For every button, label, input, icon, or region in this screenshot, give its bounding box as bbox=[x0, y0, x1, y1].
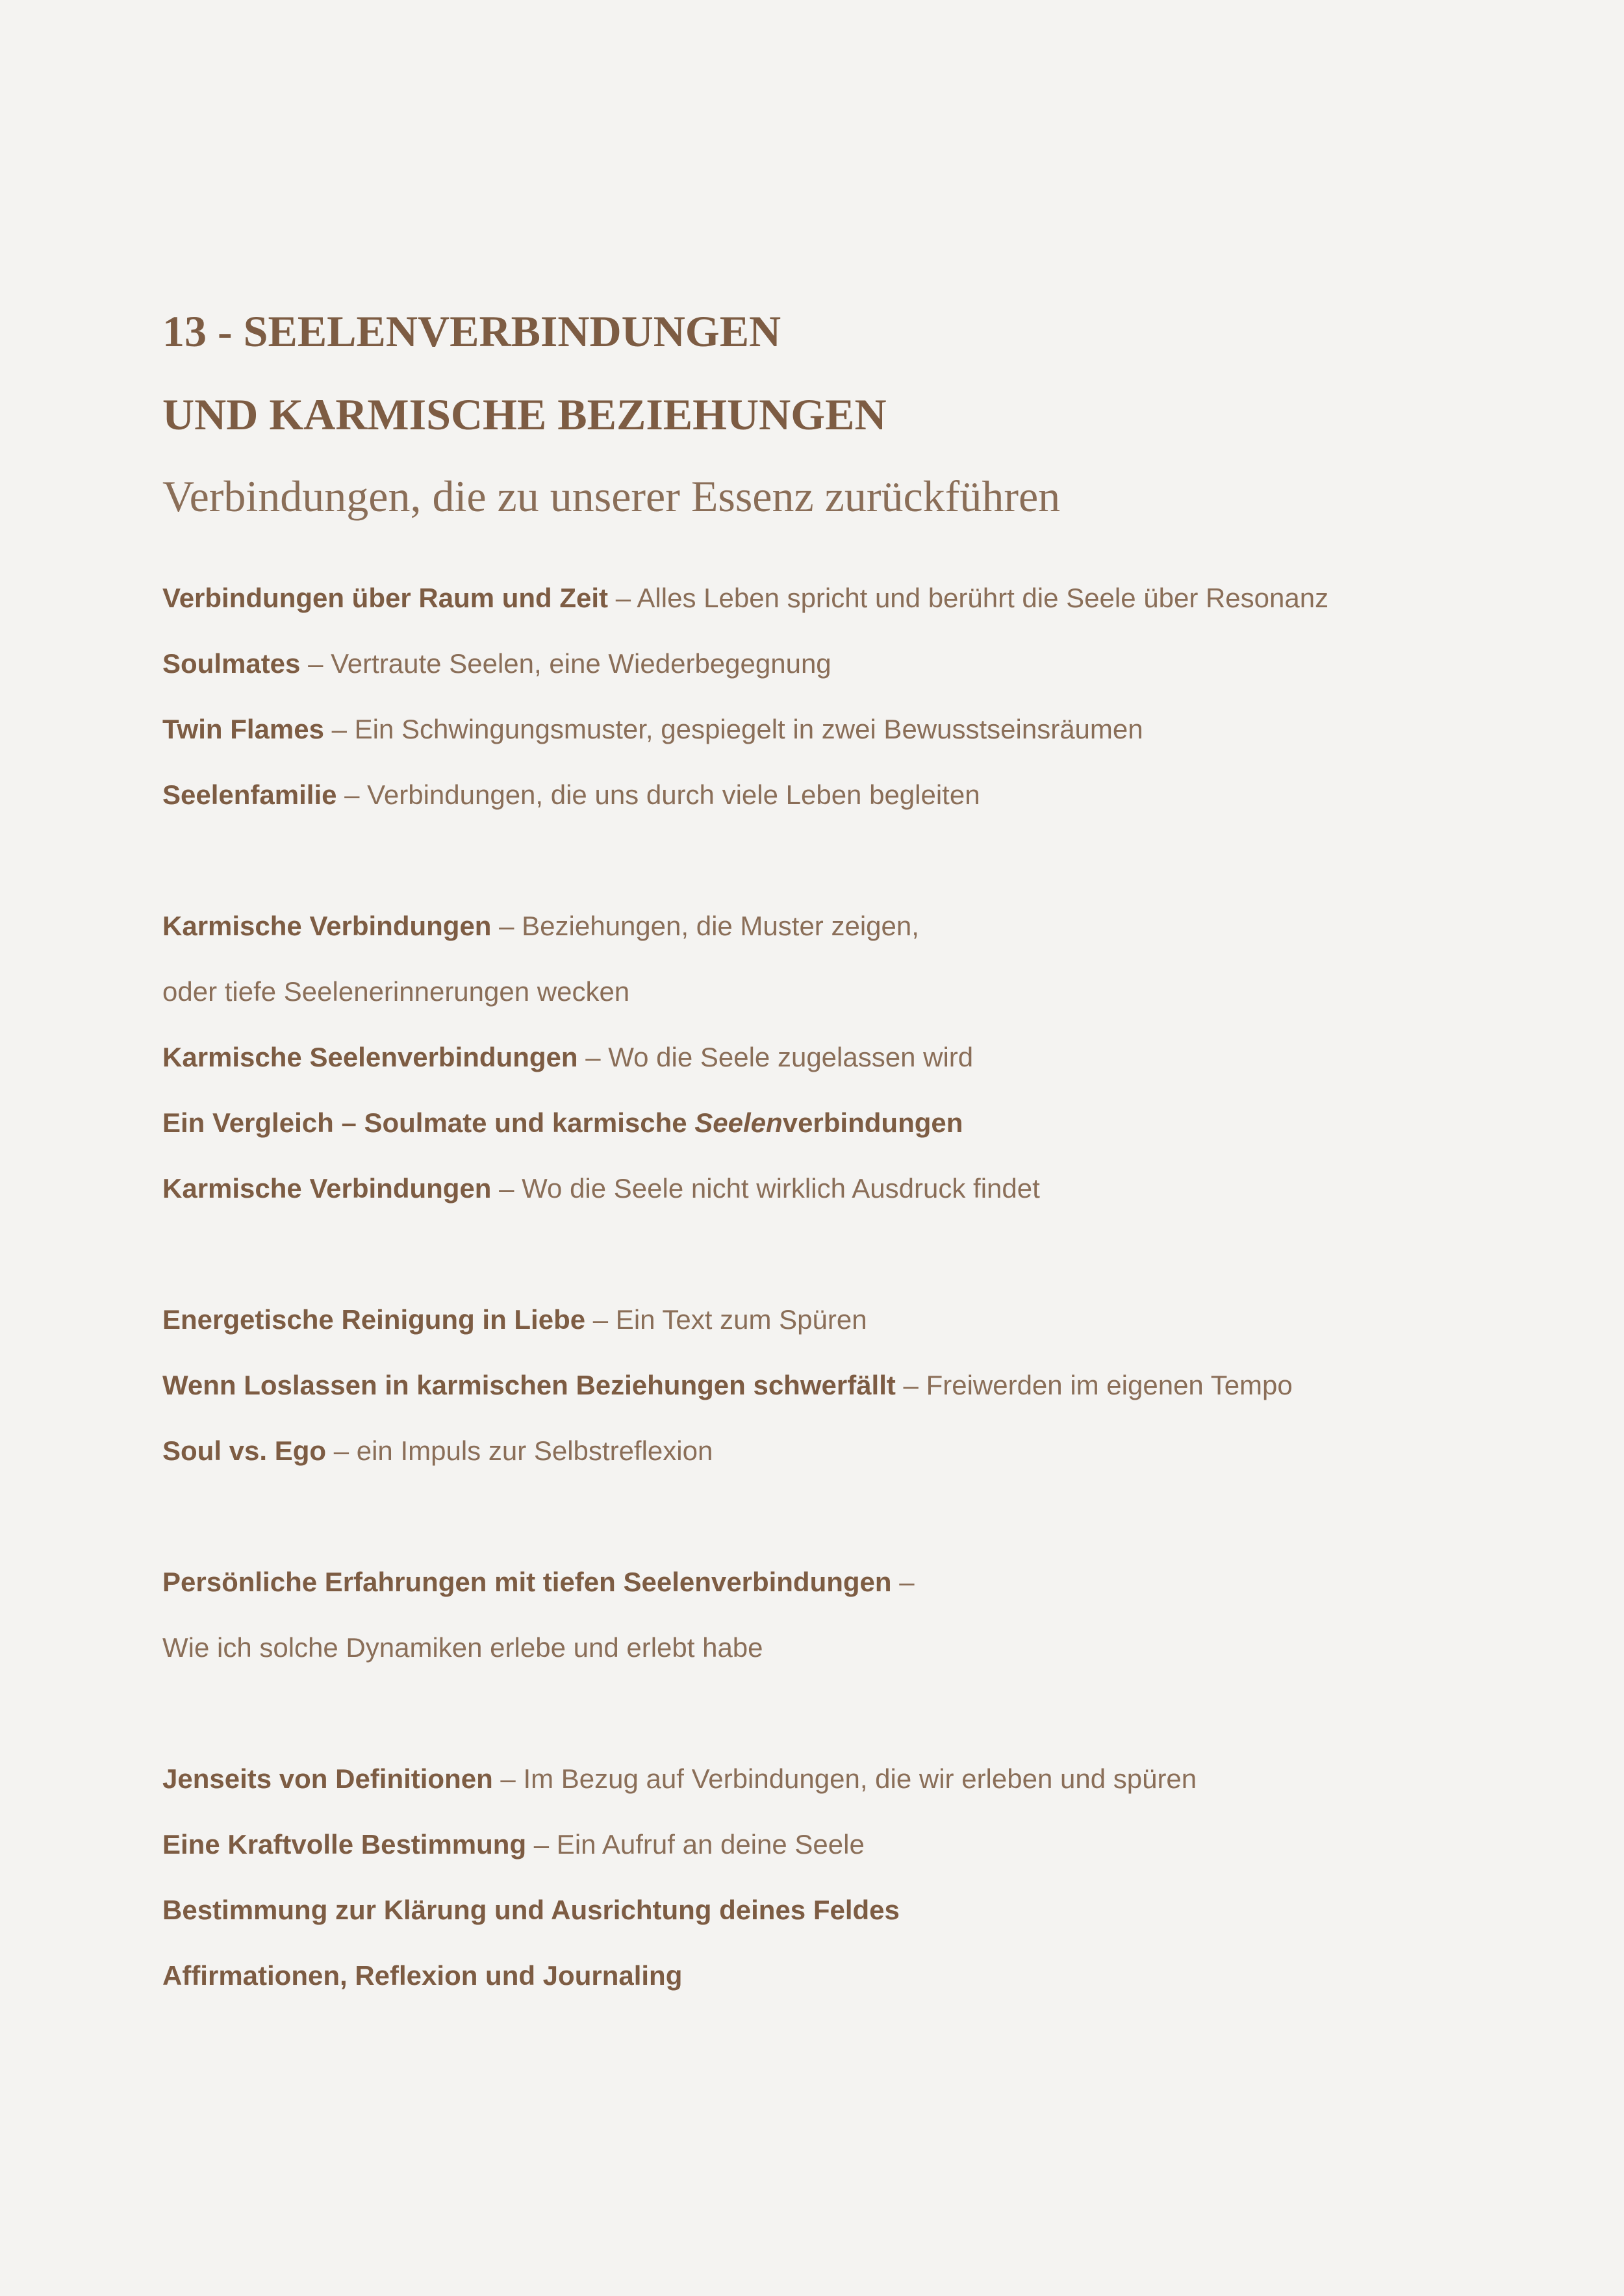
toc-entry bbox=[162, 1569, 915, 1596]
toc-entry-description: – ein Impuls zur Selbstreflexion bbox=[326, 1435, 713, 1466]
chapter-title-line-2: UND KARMISCHE BEZIEHUNGEN bbox=[162, 390, 887, 439]
toc-entry-title: Karmische Verbindungen bbox=[162, 911, 492, 941]
toc-entry-title: Jenseits von Definitionen bbox=[162, 1763, 493, 1794]
toc-entry bbox=[162, 585, 1328, 612]
toc-entry bbox=[162, 1765, 1197, 1793]
toc-entry-title: Eine Kraftvolle Bestimmung bbox=[162, 1829, 527, 1860]
toc-entry bbox=[162, 1372, 1293, 1399]
toc-entry bbox=[162, 716, 1143, 743]
toc-entry-title: Energetische Reinigung in Liebe bbox=[162, 1304, 586, 1335]
toc-entry-title-part: verbindungen bbox=[782, 1107, 963, 1138]
toc-entry-title bbox=[162, 1107, 963, 1138]
toc-entry bbox=[162, 781, 980, 809]
toc-entry-title: Karmische Seelenverbindungen bbox=[162, 1042, 578, 1072]
toc-entry-title: Affirmationen, Reflexion und Journaling bbox=[162, 1960, 683, 1991]
toc-entry bbox=[162, 1044, 973, 1071]
toc-entry-title: Seelenfamilie bbox=[162, 779, 337, 810]
toc-entry bbox=[162, 1109, 963, 1137]
toc-entry-title: Soulmates bbox=[162, 648, 301, 679]
toc-entry-title: Soul vs. Ego bbox=[162, 1435, 327, 1466]
toc-entry-title: Persönliche Erfahrungen mit tiefen Seelenverbindungen bbox=[162, 1567, 892, 1597]
toc-entry bbox=[162, 1306, 867, 1333]
chapter-title-line-1: 13 - SEELENVERBINDUNGEN bbox=[162, 307, 781, 356]
toc-entry-description: – Ein Schwingungsmuster, gespiegelt in zwei Bewusstseinsräumen bbox=[324, 714, 1143, 744]
toc-entry-title: Karmische Verbindungen bbox=[162, 1173, 492, 1204]
toc-entry-description: – Verbindungen, die uns durch viele Leben begleiten bbox=[336, 779, 980, 810]
toc-entry-description: – Beziehungen, die Muster zeigen, bbox=[491, 911, 919, 941]
toc-entry-description: – Ein Text zum Spüren bbox=[585, 1304, 867, 1335]
toc-entry-continuation bbox=[162, 978, 629, 1005]
toc-entry bbox=[162, 1175, 1040, 1202]
toc-entry-title: Verbindungen über Raum und Zeit bbox=[162, 583, 609, 613]
toc-entry-description: – Im Bezug auf Verbindungen, die wir erleben und spüren bbox=[492, 1763, 1197, 1794]
toc-entry bbox=[162, 913, 919, 940]
toc-entry-title-part: Ein Vergleich – Soulmate und karmische bbox=[162, 1107, 695, 1138]
toc-entry bbox=[162, 1831, 865, 1858]
toc-entry-description: – Wo die Seele nicht wirklich Ausdruck findet bbox=[491, 1173, 1040, 1204]
toc-entry-title-italic: Seelen bbox=[694, 1107, 783, 1138]
toc-entry-title: Bestimmung zur Klärung und Ausrichtung deines Feldes bbox=[162, 1895, 900, 1925]
toc-entry-description: – Wo die Seele zugelassen wird bbox=[577, 1042, 974, 1072]
toc-entry-description: – Ein Aufruf an deine Seele bbox=[526, 1829, 865, 1860]
toc-entry-description: – Vertraute Seelen, eine Wiederbegegnung bbox=[300, 648, 831, 679]
toc-entry bbox=[162, 650, 831, 677]
toc-entry-description: – Alles Leben spricht und berührt die Seele über Resonanz bbox=[608, 583, 1329, 613]
toc-entry-description: oder tiefe Seelenerinnerungen wecken bbox=[162, 976, 630, 1007]
toc-entry bbox=[162, 1437, 713, 1465]
document-page bbox=[162, 0, 1527, 2296]
toc-entry-description: – bbox=[891, 1567, 915, 1597]
toc-entry bbox=[162, 1897, 900, 1924]
toc-entry bbox=[162, 1962, 682, 1989]
toc-entry-title: Wenn Loslassen in karmischen Beziehungen schwerfällt bbox=[162, 1370, 896, 1400]
toc-entry-description: Wie ich solche Dynamiken erlebe und erlebt habe bbox=[162, 1632, 763, 1663]
toc-entry-description: – Freiwerden im eigenen Tempo bbox=[895, 1370, 1293, 1400]
toc-entry-title: Twin Flames bbox=[162, 714, 324, 744]
toc-entry-continuation bbox=[162, 1634, 763, 1661]
chapter-subtitle: Verbindungen, die zu unserer Essenz zurückführen bbox=[162, 472, 1061, 521]
